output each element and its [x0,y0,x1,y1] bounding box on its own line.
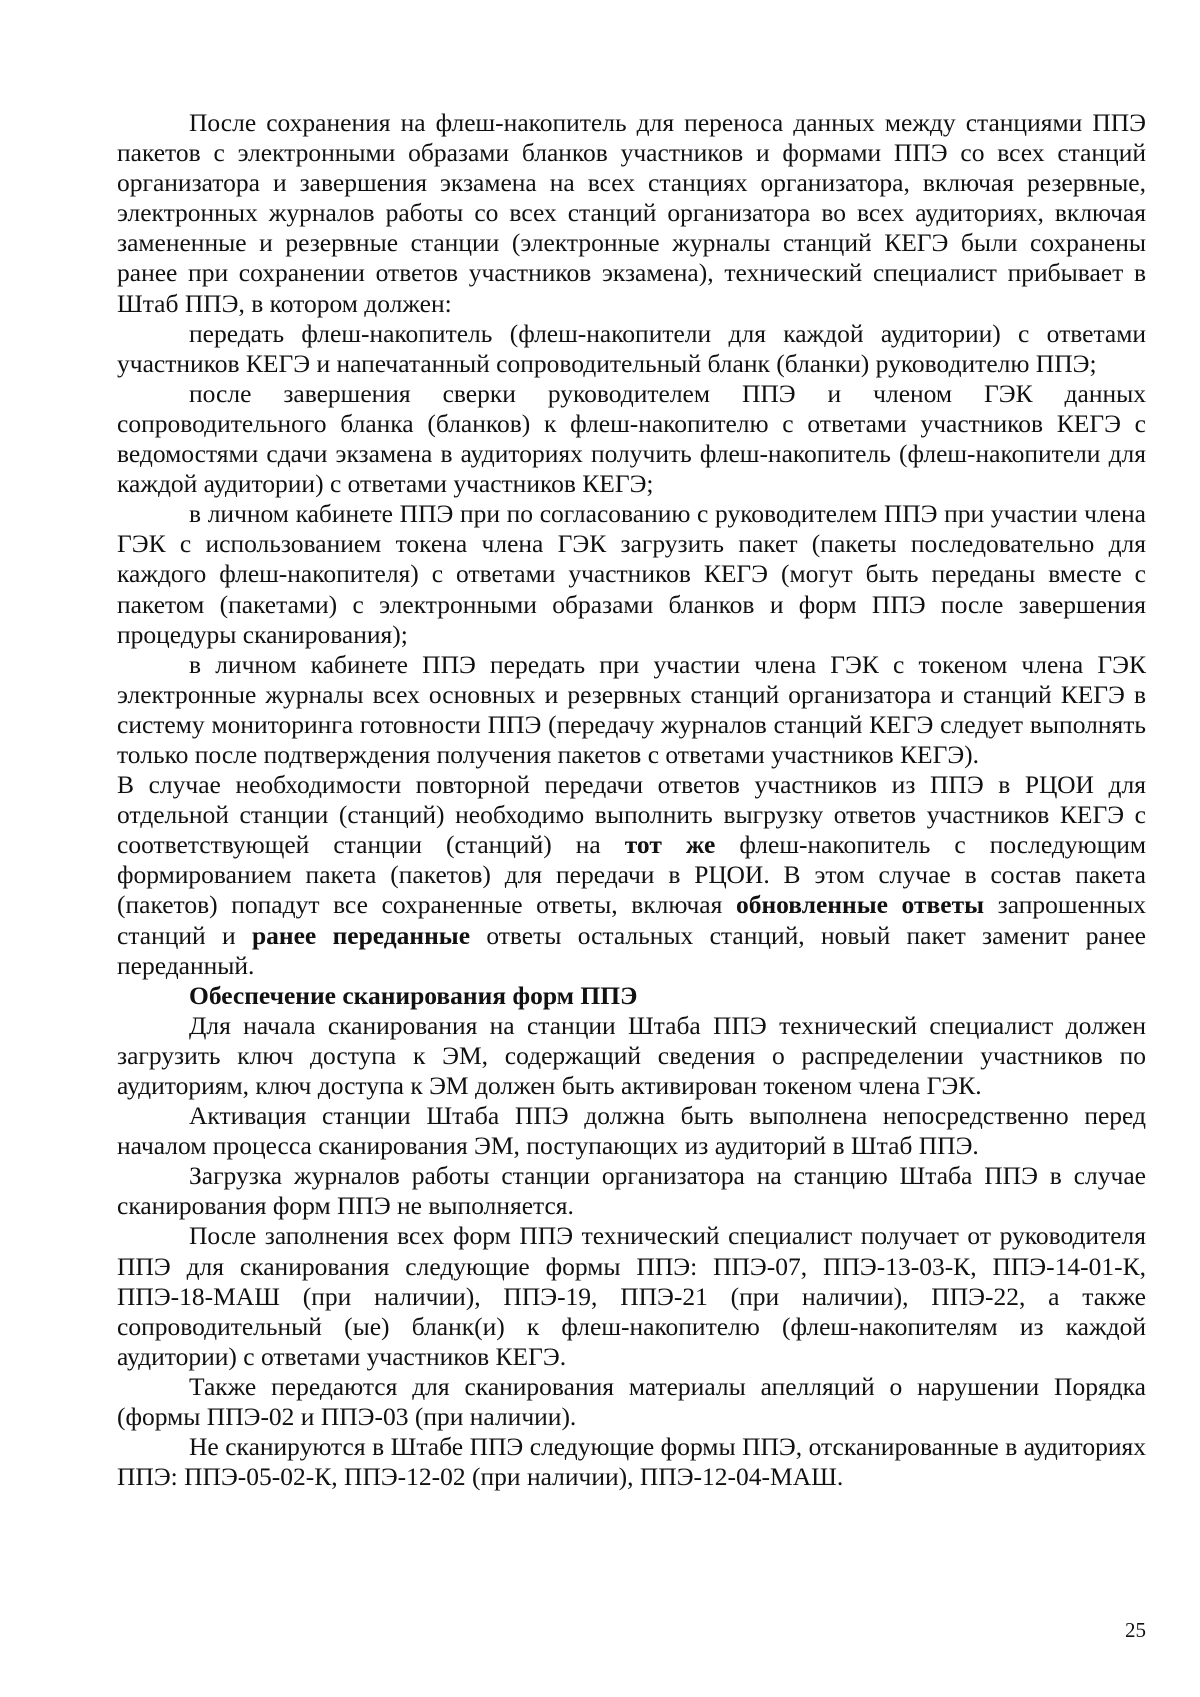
repeat-bold-same: тот же [624,830,716,860]
scan-paragraph-appeals: Также передаются для сканирования материалы апелляций о нарушении Порядка (формы ППЭ-02 и ППЭ-03 (при наличии). [117,1371,1146,1432]
repeat-bold-previous: ранее переданные [251,920,471,950]
list-item-transfer-drive: передать флеш-накопитель (флеш-накопители для каждой аудитории) с ответами участников КЕГЭ и напечатанный сопроводительный бланк (бланки) руководителю ППЭ; [117,318,1146,378]
intro-paragraph: После сохранения на флеш-накопитель для переноса данных между станциями ППЭ пакетов с электронными образами бланков участников и формами ППЭ со всех станций организатора и завершения экзамена на всех станциях организатора, включая резервные, электронных журналов работы со всех станций организатора во всех аудиториях, включая замененные и резервные станции (электронные журналы станций КЕГЭ были сохранены ранее при сохранении ответов участников экзамена), технический специалист прибывает в Штаб ППЭ, в котором должен: [117,108,1146,318]
scan-paragraph-journals: Загрузка журналов работы станции организатора на станцию Штаба ППЭ в случае сканирования форм ППЭ не выполняется. [117,1161,1146,1221]
page-number: 25 [1125,1618,1146,1642]
repeat-text-4: ответы остальных станций, новый пакет заменит ранее переданный. [117,920,1147,980]
section-heading: Обеспечение сканирования форм ППЭ [189,980,638,1010]
list-item-receive-drive: после завершения сверки руководителем ППЭ и членом ГЭК данных сопроводительного бланка (бланков) к флеш-накопителю с ответами участников КЕГЭ с ведомостями сдачи экзамена в аудиториях получить флеш-накопитель (флеш-накопители для каждой аудитории) с ответами участников КЕГЭ; [117,378,1146,499]
document-page [117,108,1146,1492]
repeat-text-2: флеш-накопитель с последующим формированием пакета (пакетов) для передачи в РЦОИ. В этом случае в состав пакета (пакетов) попадут все сохраненные ответы, включая [117,830,1147,920]
repeat-text-1: В случае необходимости повторной передачи ответов участников из ППЭ в РЦОИ для отдельной станции (станций) необходимо выполнить выгрузку ответов участников КЕГЭ с соответствующей станции (станций) на [117,770,1146,860]
repeat-bold-updated: обновленные ответы [735,890,985,920]
repeat-text-3: запрошенных станций и [117,890,1146,950]
repeat-transfer-paragraph [117,770,1146,981]
scan-paragraph-not-scanned: Не сканируются в Штабе ППЭ следующие формы ППЭ, отсканированные в аудиториях ППЭ: ППЭ-05-02-К, ППЭ-12-02 (при наличии), ППЭ-12-04-МАШ. [117,1432,1146,1492]
scan-paragraph-key: Для начала сканирования на станции Штаба ППЭ технический специалист должен загрузить ключ доступа к ЭМ, содержащий сведения о распределении участников по аудиториям, ключ доступа к ЭМ должен быть активирован токеном члена ГЭК. [117,1010,1146,1100]
list-item-upload-package: в личном кабинете ППЭ при по согласованию с руководителем ППЭ при участии члена ГЭК с использованием токена члена ГЭК загрузить пакет (пакеты последовательно для каждого флеш-накопителя) с ответами участников КЕГЭ (могут быть переданы вместе с пакетом (пакетами) с электронными образами бланков и форм ППЭ после завершения процедуры сканирования); [117,499,1146,649]
scan-paragraph-forms: После заполнения всех форм ППЭ технический специалист получает от руководителя ППЭ для сканирования следующие формы ППЭ: ППЭ-07, ППЭ-13-03-К, ППЭ-14-01-К, ППЭ-18-МАШ (при наличии), ППЭ-19, ППЭ-21 (при наличии), ППЭ-22, а также сопроводительный (ые) бланк(и) к флеш-накопителю (флеш-накопителям из каждой аудитории) с ответами участников КЕГЭ. [117,1221,1146,1371]
scan-paragraph-activation: Активация станции Штаба ППЭ должна быть выполнена непосредственно перед началом процесса сканирования ЭМ, поступающих из аудиторий в Штаб ППЭ. [117,1101,1146,1161]
list-item-transfer-journals: в личном кабинете ППЭ передать при участии члена ГЭК с токеном члена ГЭК электронные журналы всех основных и резервных станций организатора и станций КЕГЭ в систему мониторинга готовности ППЭ (передачу журналов станций КЕГЭ следует выполнять только после подтверждения получения пакетов с ответами участников КЕГЭ). [117,649,1146,769]
